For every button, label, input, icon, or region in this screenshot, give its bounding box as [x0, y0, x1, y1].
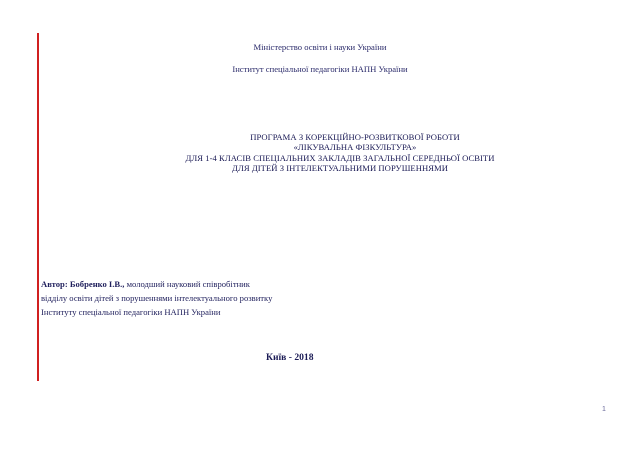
title-line-3: ДЛЯ 1-4 КЛАСІВ СПЕЦІАЛЬНИХ ЗАКЛАДІВ ЗАГАЛЬНОЇ СЕРЕДНЬОЇ ОСВІТИ [185, 152, 495, 163]
author-name: Автор: Бобренко І.В., [41, 279, 125, 289]
author-institute: Інституту спеціальної педагогіки НАПН України [41, 307, 221, 317]
institute-heading: Інститут спеціальної педагогіки НАПН України [232, 64, 408, 74]
title-line-4: ДЛЯ ДІТЕЙ З ІНТЕЛЕКТУАЛЬНИМИ ПОРУШЕННЯМИ [232, 163, 448, 174]
author-line [41, 277, 272, 291]
page-number: 1 [602, 406, 606, 413]
author-position: молодший науковий співробітник [124, 279, 250, 289]
program-title [40, 132, 640, 174]
author-department: відділу освіти дітей з порушеннями інтелектуального розвитку [41, 293, 273, 303]
author-block [41, 277, 272, 319]
red-margin-line [37, 33, 39, 381]
title-line-2: «ЛІКУВАЛЬНА ФІЗКУЛЬТУРА» [293, 142, 417, 153]
title-line-1: ПРОГРАМА З КОРЕКЦІЙНО-РОЗВИТКОВОЇ РОБОТИ [250, 132, 460, 142]
city-year: Київ - 2018 [266, 352, 314, 363]
ministry-heading: Міністерство освіти і науки України [253, 42, 387, 52]
